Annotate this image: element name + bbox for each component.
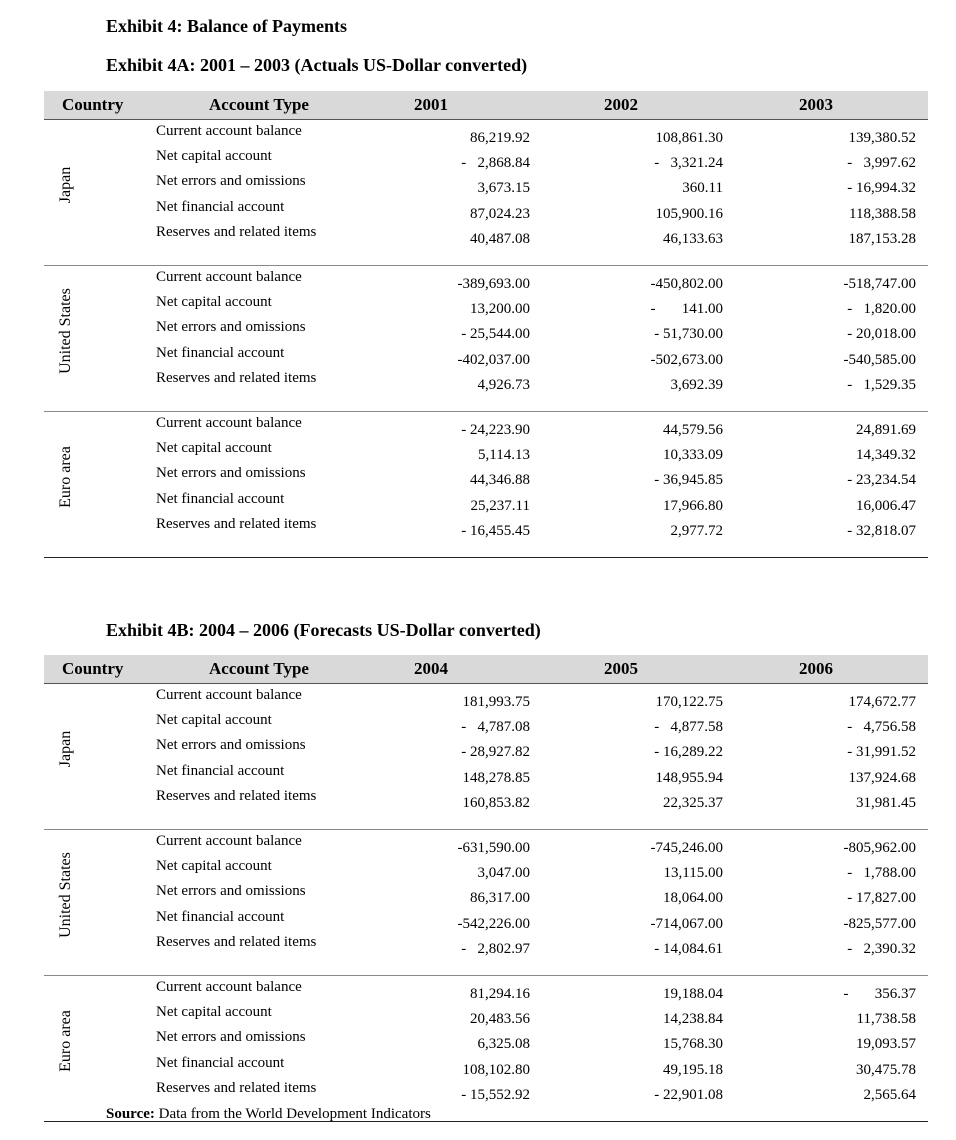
account-type-label: Net capital account	[156, 148, 272, 165]
account-type-label: Current account balance	[156, 123, 302, 139]
country-group	[44, 120, 928, 266]
account-type-label: Net capital account	[156, 858, 272, 875]
table-cell-value: 170,122.75	[655, 694, 723, 710]
account-type-label: Net financial account	[156, 344, 285, 361]
table-cell-value: - 17,827.00	[847, 890, 916, 907]
table-title: Exhibit 4B: 2004 – 2006 (Forecasts US-Dollar converted)	[106, 620, 541, 640]
table-cell-value: - 3,997.62	[847, 155, 916, 172]
table-cell-value: 137,924.68	[848, 769, 916, 786]
table-cell-value: 108,102.80	[462, 1061, 530, 1078]
table-cell-value: - 22,901.08	[654, 1086, 723, 1103]
account-type-label: Net financial account	[156, 762, 285, 779]
account-type-label: Net errors and omissions	[156, 1029, 306, 1046]
table-cell-value: - 2,802.97	[461, 940, 530, 957]
account-type-label: Net errors and omissions	[156, 883, 306, 900]
header-account-type: Account Type	[209, 95, 309, 114]
account-type-label: Net capital account	[156, 712, 272, 729]
header-country: Country	[62, 659, 124, 678]
country-name: United States	[57, 852, 75, 938]
table-cell-value: -714,067.00	[650, 915, 723, 932]
table-cell-value: - 4,787.08	[461, 719, 530, 736]
country-label	[44, 684, 88, 814]
table-cell-value: - 24,223.90	[461, 422, 530, 438]
table-cell-value: - 23,234.54	[847, 472, 916, 489]
account-type-label: Net financial account	[156, 1054, 285, 1071]
table-cell-value: - 14,084.61	[654, 940, 723, 957]
table-cell-value: 160,853.82	[462, 794, 530, 811]
country-group	[44, 266, 928, 412]
account-type-label: Current account balance	[156, 687, 302, 703]
country-label	[44, 266, 88, 396]
table-cell-value: 81,294.16	[470, 986, 530, 1002]
header-year: 2001	[414, 95, 448, 114]
table-cell-value: 10,333.09	[663, 447, 723, 464]
country-name: Japan	[57, 730, 74, 768]
table-cell-value: 22,325.37	[663, 794, 723, 811]
country-label	[44, 412, 88, 542]
table-cell-value: 18,064.00	[663, 890, 723, 907]
account-type-label: Net financial account	[156, 198, 285, 215]
table-cell-value: -631,590.00	[457, 840, 530, 856]
table-cell-value: 19,093.57	[856, 1036, 916, 1053]
country-label	[44, 830, 88, 960]
table-cell-value: - 141.00	[650, 301, 723, 318]
table-cell-value: 118,388.58	[849, 205, 916, 222]
account-type-label: Net errors and omissions	[156, 737, 306, 754]
table-cell-value: 2,977.72	[670, 522, 723, 539]
table-cell-value: - 16,289.22	[654, 744, 723, 761]
table-cell-value: 17,966.80	[663, 497, 723, 514]
country-label	[44, 976, 88, 1106]
country-group	[44, 412, 928, 558]
table-header	[44, 91, 928, 120]
table-cell-value: - 1,820.00	[847, 301, 916, 318]
table-cell-value: 87,024.23	[470, 205, 530, 222]
table-cell-value: -805,962.00	[843, 840, 916, 856]
table-cell-value: - 1,788.00	[847, 865, 916, 882]
account-type-label: Reserves and related items	[156, 787, 317, 804]
table-cell-value: -825,577.00	[843, 915, 916, 932]
table-cell-value: 5,114.13	[478, 447, 530, 464]
table-cell-value: 15,768.30	[663, 1036, 723, 1053]
account-type-label: Reserves and related items	[156, 223, 317, 240]
table-cell-value: 49,195.18	[663, 1061, 723, 1078]
header-year: 2004	[414, 659, 448, 678]
table-cell-value: 25,237.11	[470, 497, 530, 514]
account-type-label: Net capital account	[156, 1004, 272, 1021]
table-cell-value: 187,153.28	[848, 230, 916, 247]
country-name: Euro area	[57, 446, 75, 508]
table-cell-value: -389,693.00	[457, 276, 530, 292]
table-cell-value: 19,188.04	[663, 986, 723, 1002]
table-cell-value: 13,115.00	[663, 865, 723, 882]
source-text: Data from the World Development Indicators	[154, 1106, 431, 1122]
table-cell-value: 46,133.63	[663, 230, 723, 247]
table-cell-value: 148,955.94	[655, 769, 723, 786]
table-cell-value: 14,349.32	[856, 447, 916, 464]
account-type-label: Current account balance	[156, 415, 302, 431]
table-cell-value: 108,861.30	[655, 130, 723, 146]
table-cell-value: - 15,552.92	[461, 1086, 530, 1103]
table-title: Exhibit 4A: 2001 – 2003 (Actuals US-Dollar converted)	[106, 55, 528, 75]
table-cell-value: - 2,390.32	[847, 940, 916, 957]
account-type-label: Current account balance	[156, 833, 302, 849]
account-type-label: Net errors and omissions	[156, 173, 306, 190]
table-cell-value: - 28,927.82	[461, 744, 530, 761]
account-type-label: Current account balance	[156, 979, 302, 995]
header-year: 2003	[799, 95, 833, 114]
account-type-label: Net financial account	[156, 908, 285, 925]
table-cell-value: -745,246.00	[650, 840, 723, 856]
country-group	[44, 976, 928, 1122]
table-cell-value: - 4,877.58	[654, 719, 723, 736]
table-cell-value: 2,565.64	[863, 1086, 916, 1103]
header-year: 2002	[604, 95, 638, 114]
table-cell-value: - 32,818.07	[847, 522, 916, 539]
table-cell-value: - 1,529.35	[847, 376, 916, 393]
account-type-label: Net capital account	[156, 440, 272, 457]
country-group	[44, 830, 928, 976]
table-cell-value: 3,047.00	[477, 865, 530, 882]
account-type-label: Net capital account	[156, 294, 272, 311]
account-type-label: Current account balance	[156, 269, 302, 285]
exhibit-title: Exhibit 4: Balance of Payments	[106, 16, 347, 36]
table-header	[44, 655, 928, 684]
country-group	[44, 684, 928, 830]
table-cell-value: 139,380.52	[848, 130, 916, 146]
header-account-type: Account Type	[209, 659, 309, 678]
table-cell-value: 360.11	[682, 180, 723, 197]
account-type-label: Reserves and related items	[156, 933, 317, 950]
table-cell-value: 4,926.73	[477, 376, 530, 393]
table-cell-value: 14,238.84	[663, 1011, 723, 1028]
table-cell-value: - 4,756.58	[847, 719, 916, 736]
table-cell-value: 44,579.56	[663, 422, 723, 438]
table-cell-value: - 20,018.00	[847, 326, 916, 343]
country-name: United States	[57, 288, 75, 374]
table-cell-value: - 2,868.84	[461, 155, 530, 172]
account-type-label: Reserves and related items	[156, 1079, 317, 1096]
country-label	[44, 120, 88, 250]
table-cell-value: -518,747.00	[843, 276, 916, 292]
account-type-label: Net errors and omissions	[156, 465, 306, 482]
account-type-label: Reserves and related items	[156, 515, 317, 532]
table-cell-value: 181,993.75	[462, 694, 530, 710]
table-cell-value: 40,487.08	[470, 230, 530, 247]
table-cell-value: 86,317.00	[470, 890, 530, 907]
header-country: Country	[62, 95, 124, 114]
source-note	[106, 1106, 431, 1123]
table-cell-value: - 51,730.00	[654, 326, 723, 343]
table-cell-value: 105,900.16	[655, 205, 723, 222]
table-cell-value: 174,672.77	[848, 694, 916, 710]
account-type-label: Net errors and omissions	[156, 319, 306, 336]
table-cell-value: -540,585.00	[843, 351, 916, 368]
table-cell-value: -502,673.00	[650, 351, 723, 368]
table-cell-value: 86,219.92	[470, 130, 530, 146]
table-cell-value: -542,226.00	[457, 915, 530, 932]
account-type-label: Reserves and related items	[156, 369, 317, 386]
table-cell-value: 44,346.88	[470, 472, 530, 489]
table-cell-value: - 3,321.24	[654, 155, 723, 172]
table-cell-value: - 36,945.85	[654, 472, 723, 489]
table-cell-value: - 356.37	[843, 986, 916, 1002]
table-cell-value: - 16,455.45	[461, 522, 530, 539]
header-year: 2006	[799, 659, 833, 678]
table-cell-value: - 25,544.00	[461, 326, 530, 343]
table-cell-value: 6,325.08	[477, 1036, 530, 1053]
table-cell-value: -402,037.00	[457, 351, 530, 368]
table-cell-value: 20,483.56	[470, 1011, 530, 1028]
balance-table	[44, 655, 928, 1122]
table-cell-value: -450,802.00	[650, 276, 723, 292]
table-cell-value: 31,981.45	[856, 794, 916, 811]
table-cell-value: - 31,991.52	[847, 744, 916, 761]
account-type-label: Net financial account	[156, 490, 285, 507]
table-cell-value: - 16,994.32	[847, 180, 916, 197]
table-cell-value: 13,200.00	[470, 301, 530, 318]
table-cell-value: 24,891.69	[856, 422, 916, 438]
table-cell-value: 148,278.85	[462, 769, 530, 786]
country-name: Japan	[57, 166, 74, 204]
table-cell-value: 3,692.39	[670, 376, 723, 393]
table-cell-value: 11,738.58	[856, 1011, 916, 1028]
table-cell-value: 3,673.15	[477, 180, 530, 197]
balance-table	[44, 91, 928, 558]
header-year: 2005	[604, 659, 638, 678]
source-label: Source:	[106, 1106, 155, 1122]
table-cell-value: 16,006.47	[856, 497, 916, 514]
country-name: Euro area	[57, 1010, 75, 1072]
table-cell-value: 30,475.78	[856, 1061, 916, 1078]
